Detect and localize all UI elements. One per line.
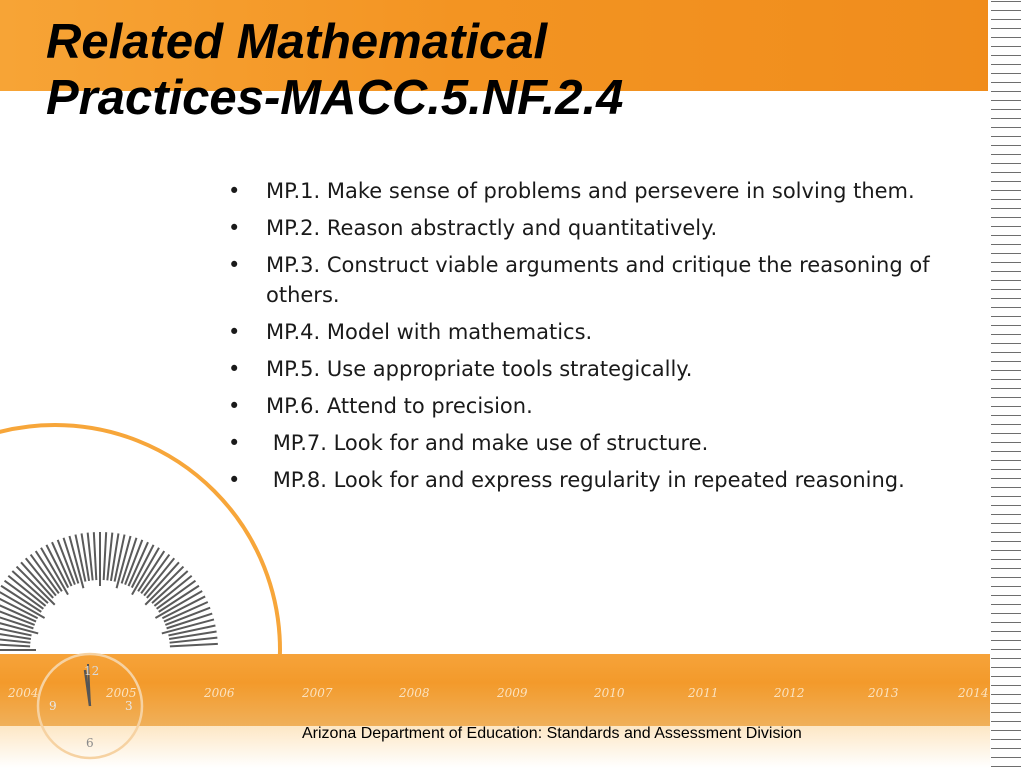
title-line-1: Related Mathematical (46, 15, 548, 69)
year-label: 2005 (106, 686, 137, 700)
year-label: 2004 (8, 686, 39, 700)
bullet-text: MP.3. Construct viable arguments and critique the reasoning of others. (266, 253, 930, 307)
year-label: 2006 (204, 686, 235, 700)
footer-text: Arizona Department of Education: Standards and Assessment Division (302, 725, 802, 742)
year-label: 2014 (958, 686, 989, 700)
bullet-text: MP.4. Model with mathematics. (266, 320, 593, 344)
bullet-dot: • (228, 320, 241, 344)
bullet-text: MP.7. Look for and make use of structure. (266, 431, 709, 455)
bullet-dot: • (228, 253, 241, 277)
year-label: 2009 (497, 686, 528, 700)
year-label: 2012 (774, 686, 805, 700)
bullet-text: MP.6. Attend to precision. (266, 394, 533, 418)
year-label: 2007 (302, 686, 333, 700)
year-label: 2013 (868, 686, 899, 700)
bullet-dot: • (228, 216, 241, 240)
year-label: 2008 (399, 686, 430, 700)
bullet-text: MP.2. Reason abstractly and quantitatively. (266, 216, 718, 240)
title-line-2: Practices-MACC.5.NF.2.4 (46, 71, 624, 125)
bullet-dot: • (228, 468, 241, 492)
bullet-dot: • (228, 431, 241, 455)
year-label: 2011 (688, 686, 719, 700)
clock-numeral-3: 3 (125, 699, 133, 713)
bullet-text: MP.5. Use appropriate tools strategically. (266, 357, 693, 381)
bullet-dot: • (228, 394, 241, 418)
bullet-dot: • (228, 179, 241, 203)
bullet-text: MP.8. Look for and express regularity in repeated reasoning. (266, 468, 905, 492)
clock-numeral-6: 6 (86, 736, 94, 750)
year-label: 2010 (594, 686, 625, 700)
bullet-text: MP.1. Make sense of problems and persevere in solving them. (266, 179, 915, 203)
bullet-dot: • (228, 357, 241, 381)
clock-numeral-12: 12 (84, 664, 100, 678)
clock-numeral-9: 9 (49, 699, 57, 713)
